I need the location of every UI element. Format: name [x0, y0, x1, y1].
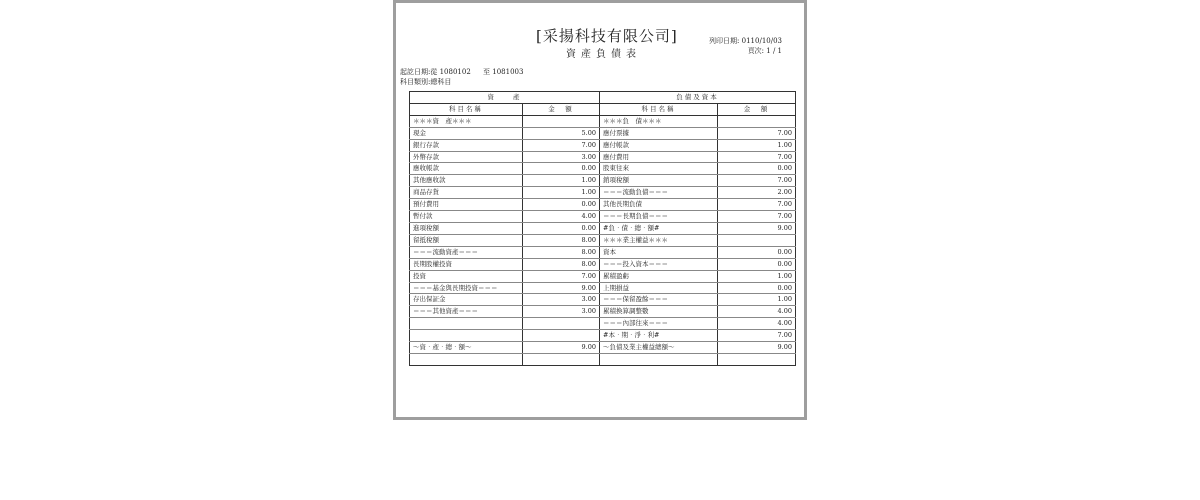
liability-amount: 0.00 [718, 246, 796, 258]
table-row [410, 175, 796, 187]
asset-account-name [410, 318, 523, 330]
balance-sheet-table [409, 91, 796, 366]
asset-account-name: ～資‧產‧總‧額～ [410, 342, 523, 354]
liability-account-name [600, 353, 718, 365]
liability-amount: 0.00 [718, 282, 796, 294]
category-label: 科目類別: [400, 78, 431, 86]
liability-account-name: 應付費用 [600, 151, 718, 163]
print-info [709, 36, 782, 56]
asset-account-name: 投資 [410, 270, 523, 282]
liability-account-name: 股東往來 [600, 163, 718, 175]
liability-amount: 7.00 [718, 211, 796, 223]
liability-amount: 7.00 [718, 151, 796, 163]
table-row [410, 246, 796, 258]
asset-amount: 0.00 [523, 222, 600, 234]
liability-amount: 4.00 [718, 318, 796, 330]
liability-account-name: #本‧期‧淨‧利# [600, 330, 718, 342]
asset-amount: 0.00 [523, 163, 600, 175]
table-row [410, 330, 796, 342]
table-row [410, 306, 796, 318]
asset-amount: 3.00 [523, 294, 600, 306]
liability-account-name: 銷項稅額 [600, 175, 718, 187]
asset-amount: 9.00 [523, 342, 600, 354]
liability-account-name: 應付票據 [600, 127, 718, 139]
asset-account-name: 外幣存款 [410, 151, 523, 163]
table-section-header [410, 92, 796, 104]
asset-account-name [410, 330, 523, 342]
asset-amount: 7.00 [523, 270, 600, 282]
asset-account-name: 預付費用 [410, 199, 523, 211]
company-name: [采揚科技有限公司] [536, 27, 678, 45]
asset-account-name [410, 353, 523, 365]
asset-account-name: 商品存貨 [410, 187, 523, 199]
liability-amount [718, 353, 796, 365]
asset-amount [523, 115, 600, 127]
liability-amount: 7.00 [718, 330, 796, 342]
liability-account-name: 應付帳款 [600, 139, 718, 151]
liability-account-name: ＊＊＊負 債＊＊＊ [600, 115, 718, 127]
liabilities-name-col: 科目名稱 [600, 103, 718, 115]
report-criteria [400, 67, 523, 87]
liability-amount: 4.00 [718, 306, 796, 318]
liability-amount: 2.00 [718, 187, 796, 199]
table-row [410, 353, 796, 365]
liability-amount: 9.00 [718, 222, 796, 234]
asset-amount: 5.00 [523, 127, 600, 139]
table-row [410, 234, 796, 246]
liability-account-name: 資本 [600, 246, 718, 258]
asset-amount [523, 353, 600, 365]
asset-amount: 7.00 [523, 139, 600, 151]
table-row [410, 318, 796, 330]
table-row [410, 163, 796, 175]
report-title: 資產負債表 [566, 49, 641, 60]
asset-account-name: ＝＝＝其他資產＝＝＝ [410, 306, 523, 318]
table-row [410, 222, 796, 234]
liability-amount [718, 115, 796, 127]
asset-amount [523, 318, 600, 330]
asset-amount [523, 330, 600, 342]
table-row [410, 199, 796, 211]
table-row [410, 115, 796, 127]
assets-amount-col: 金 額 [523, 103, 600, 115]
asset-account-name: 存出保証金 [410, 294, 523, 306]
print-date-label: 列印日期: [709, 37, 740, 45]
liability-account-name: ＝＝＝保留盈餘＝＝＝ [600, 294, 718, 306]
asset-account-name: 應收帳款 [410, 163, 523, 175]
category-value: 總科目 [430, 78, 452, 86]
page-label: 頁次: [747, 47, 765, 55]
date-range-label: 起訖日期:從 [400, 68, 438, 76]
liability-account-name: ＊＊＊業主權益＊＊＊ [600, 234, 718, 246]
asset-account-name: 進項稅額 [410, 222, 523, 234]
date-from: 1080102 [439, 68, 471, 76]
date-to: 1081003 [492, 68, 524, 76]
asset-amount: 9.00 [523, 282, 600, 294]
table-row [410, 270, 796, 282]
asset-account-name: ＝＝＝流動資產＝＝＝ [410, 246, 523, 258]
table-row [410, 342, 796, 354]
asset-account-name: 留抵稅額 [410, 234, 523, 246]
liability-amount: 1.00 [718, 294, 796, 306]
asset-amount: 8.00 [523, 258, 600, 270]
asset-account-name: 長期股權投資 [410, 258, 523, 270]
table-row [410, 294, 796, 306]
liability-account-name: 其他長期負債 [600, 199, 718, 211]
table-row [410, 282, 796, 294]
liability-amount: 7.00 [718, 127, 796, 139]
liabilities-header: 負債及資本 [600, 92, 796, 104]
date-to-label: 至 [483, 68, 491, 76]
asset-account-name: ＊＊＊資 產＊＊＊ [410, 115, 523, 127]
liability-account-name: 累積盈虧 [600, 270, 718, 282]
liability-amount: 0.00 [718, 258, 796, 270]
assets-name-col: 科目名稱 [410, 103, 523, 115]
liability-amount: 1.00 [718, 139, 796, 151]
liability-amount: 1.00 [718, 270, 796, 282]
asset-amount: 3.00 [523, 151, 600, 163]
liability-account-name: ～負債及業主權益總額～ [600, 342, 718, 354]
liability-account-name: #負‧債‧總‧額# [600, 222, 718, 234]
table-row [410, 211, 796, 223]
liability-amount: 9.00 [718, 342, 796, 354]
report-page [393, 0, 807, 420]
table-row [410, 127, 796, 139]
liability-amount: 7.00 [718, 175, 796, 187]
table-row [410, 151, 796, 163]
assets-header: 資 產 [410, 92, 600, 104]
table-row [410, 139, 796, 151]
liability-amount: 0.00 [718, 163, 796, 175]
asset-amount: 8.00 [523, 246, 600, 258]
liability-account-name: ＝＝＝流動負債＝＝＝ [600, 187, 718, 199]
table-row [410, 187, 796, 199]
table-row [410, 258, 796, 270]
asset-amount: 1.00 [523, 187, 600, 199]
liability-amount: 7.00 [718, 199, 796, 211]
liability-account-name: ＝＝＝長期負債＝＝＝ [600, 211, 718, 223]
page-number: 1 / 1 [766, 47, 782, 55]
asset-amount: 1.00 [523, 175, 600, 187]
liability-amount [718, 234, 796, 246]
asset-amount: 8.00 [523, 234, 600, 246]
asset-amount: 4.00 [523, 211, 600, 223]
asset-amount: 3.00 [523, 306, 600, 318]
liability-account-name: 累積換算調整數 [600, 306, 718, 318]
liabilities-amount-col: 金 額 [718, 103, 796, 115]
table-column-header [410, 103, 796, 115]
print-date: 0110/10/03 [741, 37, 782, 45]
asset-account-name: 現金 [410, 127, 523, 139]
liability-account-name: ＝＝＝投入資本＝＝＝ [600, 258, 718, 270]
asset-account-name: 其他應收款 [410, 175, 523, 187]
asset-account-name: 暫付款 [410, 211, 523, 223]
liability-account-name: 上期損益 [600, 282, 718, 294]
asset-account-name: 銀行存款 [410, 139, 523, 151]
asset-amount: 0.00 [523, 199, 600, 211]
asset-account-name: ＝＝＝基金與長期投資＝＝＝ [410, 282, 523, 294]
liability-account-name: ＝＝＝內部往來＝＝＝ [600, 318, 718, 330]
